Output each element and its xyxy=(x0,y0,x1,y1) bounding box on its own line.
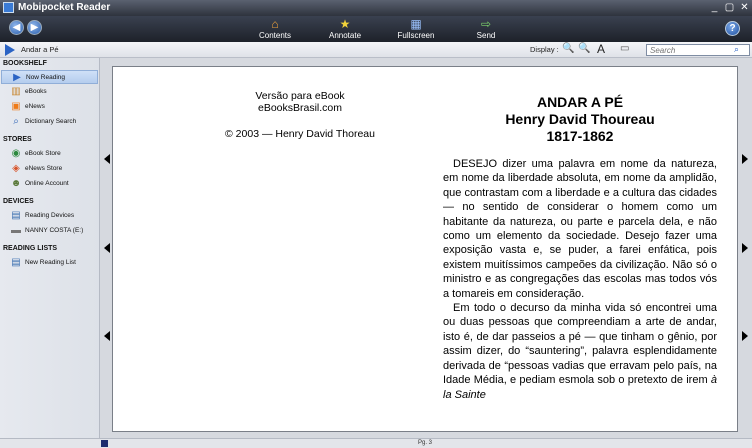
address-bar xyxy=(0,42,752,58)
rss-icon: ▣ xyxy=(11,101,21,112)
zoom-out-icon[interactable]: 🔍 xyxy=(562,43,575,54)
title-bar xyxy=(0,0,752,16)
paragraph: DESEJO dizer uma palavra em nome da natureza, em nome da liberdade absoluta, em nome da amplidão, que contrastam com a liberdade e a cultura das cidades — no sentido de considerar o homem como um habitante da natureza, ou parte e parcela dela, e não como um elemento da sociedade. Desejo fazer uma exposição vasta e, se puder, a farei enfática, pois existem muitíssimos campeões da civilização. Não só o ministro e as congregações das escolas mas todos vós a tomareis em consideração. xyxy=(443,158,717,300)
edition-line: Versão para eBook xyxy=(255,90,345,102)
breadcrumb: Andar a Pé xyxy=(21,45,59,54)
layout-icon[interactable]: ▭ xyxy=(620,43,630,54)
progress-indicator xyxy=(101,440,108,447)
star-icon: ★ xyxy=(339,17,351,31)
paragraph: Em todo o decurso da minha vida só encontrei uma ou duas pessoas que compreendiam a arte de andar, isto é, de dar passeios a pé — que tinham o gênio, por assim dizer, do “sauntering”, palavra esplendidamente derivada de “pessoas vadias que erravam pelo país, na Idade Média, e pediam esmola sob o pretexto de irem à la Sainte xyxy=(443,302,717,401)
books-icon: ▥ xyxy=(11,86,21,97)
back-button[interactable]: ◀ xyxy=(9,20,24,35)
send-button[interactable]: ⇨ Send xyxy=(456,17,516,40)
right-page-column xyxy=(443,94,717,402)
status-bar xyxy=(0,438,752,448)
help-button[interactable]: ? xyxy=(725,21,740,36)
book-years: 1817-1862 xyxy=(546,128,614,144)
close-button[interactable]: ✕ xyxy=(740,2,749,13)
book-author: Henry David Thoureau xyxy=(505,111,655,127)
page-number: Pg. 3 xyxy=(418,440,433,446)
sidebar-item-now-reading[interactable]: ▶ Now Reading xyxy=(1,70,98,84)
sidebar-item-reading-devices[interactable]: ▤ Reading Devices xyxy=(11,210,75,221)
sidebar-item-dictionary-search[interactable]: ⌕ Dictionary Search xyxy=(1,115,98,129)
sidebar-item-ebook-store[interactable]: ◉ eBook Store xyxy=(11,148,61,159)
magnifier-icon: ⌕ xyxy=(13,116,19,127)
publisher-line: eBooksBrasil.com xyxy=(257,102,343,114)
device-icon: ▤ xyxy=(11,210,21,221)
globe-icon: ◉ xyxy=(11,148,21,159)
app-icon xyxy=(3,2,14,13)
sidebar-item-online-account[interactable]: ☻ Online Account xyxy=(10,178,69,189)
send-icon: ⇨ xyxy=(480,17,492,31)
contents-button[interactable]: ⌂ Contents xyxy=(245,17,305,40)
next-page-arrow[interactable] xyxy=(742,331,748,341)
main-toolbar xyxy=(0,16,752,42)
book-title: ANDAR A PÉ xyxy=(536,94,624,110)
sidebar-item-ebooks[interactable]: ▥ eBooks xyxy=(11,86,47,97)
section-bookshelf: BOOKSHELF xyxy=(3,60,47,67)
maximize-button[interactable]: ▢ xyxy=(724,2,735,13)
news-store-icon: ◈ xyxy=(12,163,20,174)
sidebar xyxy=(0,58,100,438)
font-size-icon[interactable]: A xyxy=(597,42,606,56)
play-icon xyxy=(5,44,15,56)
next-page-arrow[interactable] xyxy=(742,243,748,253)
left-page-column xyxy=(195,90,405,140)
sidebar-item-enews[interactable]: ▣ eNews xyxy=(11,101,45,112)
book-page xyxy=(112,66,738,432)
search-icon[interactable]: ⌕ xyxy=(734,44,740,54)
reader-area xyxy=(100,58,752,438)
sidebar-item-enews-store[interactable]: ◈ eNews Store xyxy=(1,162,98,176)
home-icon: ⌂ xyxy=(271,17,279,31)
display-label: Display : xyxy=(530,45,559,54)
annotate-button[interactable]: ★ Annotate xyxy=(315,17,375,40)
section-stores: STORES xyxy=(3,136,32,143)
fullscreen-icon: ▦ xyxy=(410,17,422,31)
forward-button[interactable]: ▶ xyxy=(27,20,42,35)
sidebar-item-drive[interactable]: ▬ NANNY COSTA (E:) xyxy=(11,225,84,236)
prev-page-arrow[interactable] xyxy=(104,154,110,164)
account-icon: ☻ xyxy=(10,178,22,189)
prev-page-arrow[interactable] xyxy=(104,243,110,253)
zoom-in-icon[interactable]: 🔍 xyxy=(578,43,591,54)
sidebar-item-new-reading-list[interactable]: ▤ New Reading List xyxy=(11,257,76,268)
fullscreen-button[interactable]: ▦ Fullscreen xyxy=(386,17,446,40)
now-reading-icon: ▶ xyxy=(13,72,21,83)
book-text xyxy=(443,157,717,402)
copyright-line: © 2003 — Henry David Thoreau xyxy=(225,128,375,140)
list-icon: ▤ xyxy=(11,257,21,268)
minimize-button[interactable]: _ xyxy=(711,2,718,13)
next-page-arrow[interactable] xyxy=(742,154,748,164)
section-devices: DEVICES xyxy=(3,198,34,205)
prev-page-arrow[interactable] xyxy=(104,331,110,341)
window-title: Mobipocket Reader xyxy=(18,2,111,13)
drive-icon: ▬ xyxy=(11,225,21,236)
section-reading-lists: READING LISTS xyxy=(3,245,58,252)
